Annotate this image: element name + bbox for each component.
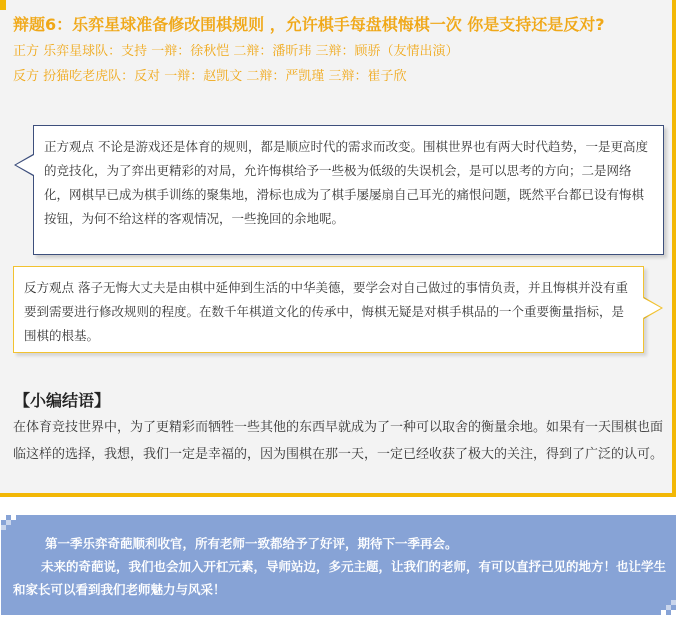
closing-line-2: 未来的奇葩说，我们也会加入开杠元素，导师站边，多元主题，让我们的老师，有可以直抒己见的地方！也让学生和家长可以看到我们老师魅力与风采！	[13, 559, 667, 597]
closing-line-1: 第一季乐弈奇葩顺利收官，所有老师一致都给予了好评，期待下一季再会。	[45, 536, 458, 551]
pixel-decoration	[666, 605, 671, 610]
pro-team-line: 正方 乐弈星球队：支持 一辩：徐秋恺 二辩：潘昕玮 三辩：顾骄（友情出演）	[13, 44, 459, 59]
con-view-bubble	[13, 266, 644, 353]
con-view-text: 反方观点 落子无悔大丈夫是由棋中延伸到生活的中华美德，要学会对自己做过的事情负责，并且悔棋并没有重要到需要进行修改规则的程度。在数千年棋道文化的传承中，悔棋无疑是对棋手棋品的一个重要衡量指标，是围棋的根基。	[24, 280, 628, 343]
summary-heading: 【小编结语】	[14, 391, 111, 410]
debate-title: 辩题6：乐弈星球准备修改围棋规则 ，允许棋手每盘棋悔棋一次 你是支持还是反对?	[13, 15, 605, 34]
con-bubble-pointer-fill	[643, 298, 661, 318]
pixel-decoration	[11, 515, 16, 520]
pro-view-bubble	[33, 125, 664, 255]
closing-text	[13, 532, 673, 601]
pixel-decoration	[6, 520, 11, 525]
pixel-decoration	[1, 525, 6, 530]
pro-bubble-pointer-fill	[16, 155, 34, 175]
pixel-decoration	[671, 610, 676, 615]
closing-card	[1, 515, 676, 615]
pro-view-text: 正方观点 不论是游戏还是体育的规则，都是顺应时代的需求而改变。围棋世界也有两大时代趋势，一是更高度的竞技化，为了弈出更精彩的对局，允许悔棋给予一些极为低级的失误机会，是可以思考的方向；二是网络化，网棋早已成为棋手训练的聚集地，滑标也成为了棋手屡屡扇自己耳光的痛恨问题，既然平台都已设有悔棋按钮，为何不给这样的客观情况，一些挽回的余地呢。	[44, 139, 648, 226]
con-team-line: 反方 扮猫吃老虎队：反对 一辩：赵凯文 二辩：严凯瑾 三辩：崔子欣	[13, 69, 407, 84]
summary-text: 在体育竞技世界中，为了更精彩而牺牲一些其他的东西早就成为了一种可以取舍的衡量余地。如果有一天围棋也面临这样的选择，我想，我们一定是幸福的，因为围棋在那一天，一定已经收获了极大的关注，得到了广泛的认可。	[13, 420, 664, 462]
pixel-decoration	[661, 610, 666, 615]
